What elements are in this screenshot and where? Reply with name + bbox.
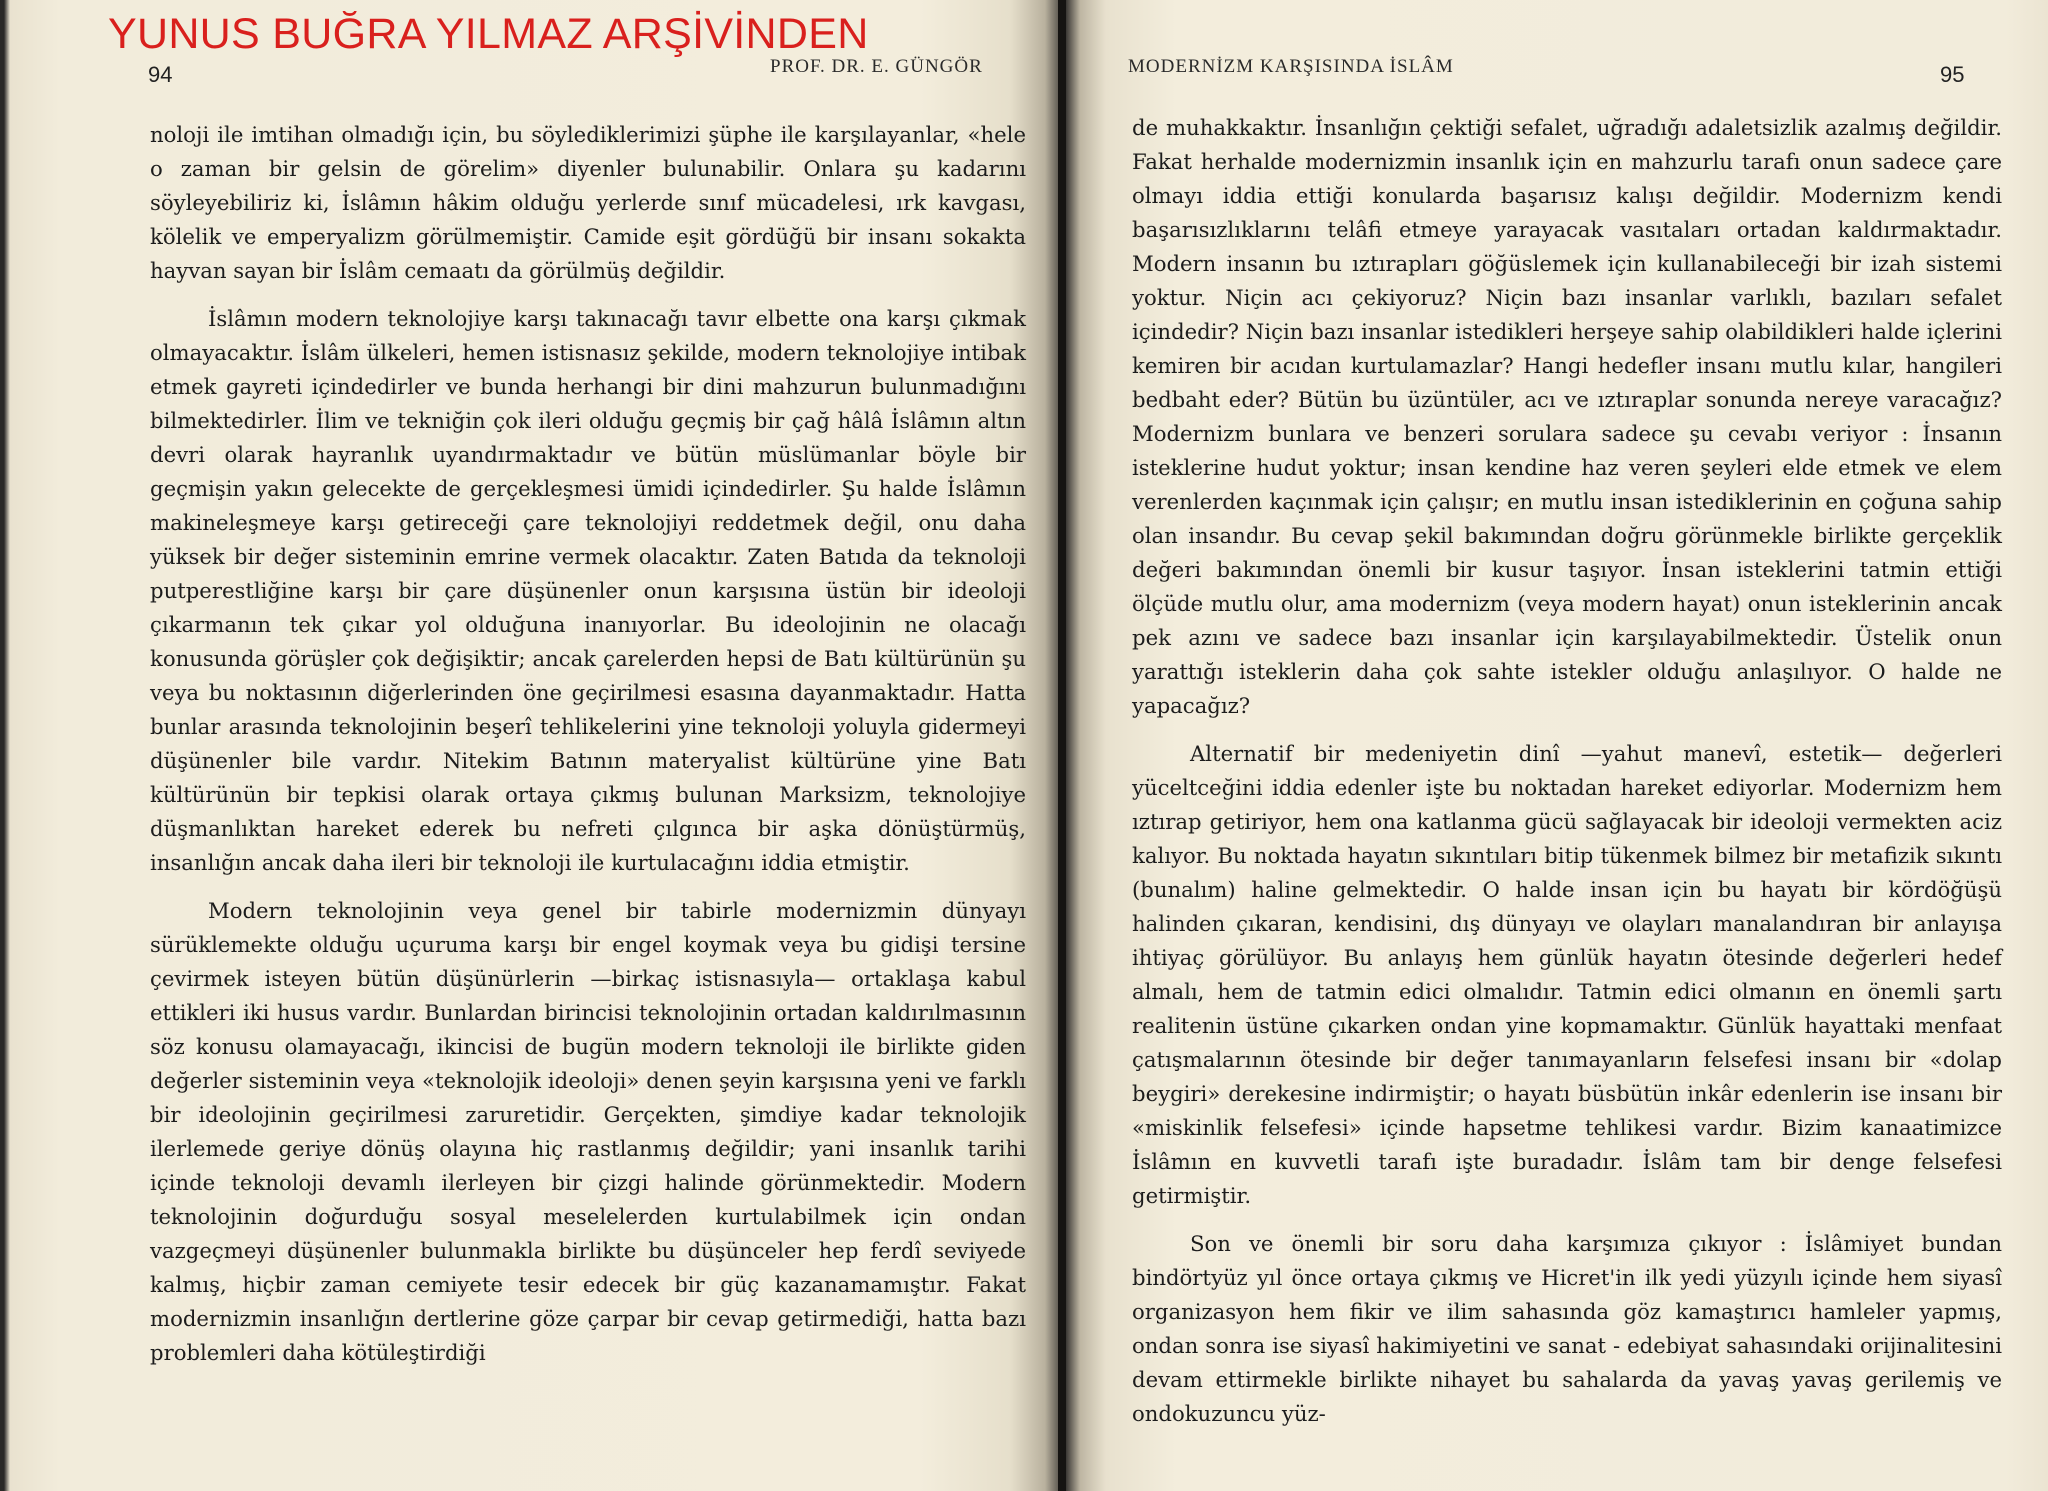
paragraph: de muhakkaktır. İnsanlığın çektiği sefalet, uğradığı adaletsizlik azalmış değildir. Fakat herhalde modernizmin insanlık için en mahzurlu tarafı onun sadece çare olmayı iddia ettiği konularda başarısız kalışı değildir. Modernizm kendi başarısızlıklarını telâfi etmeye yarayacak vasıtaları ortadan kaldırmaktadır. Modern insanın bu ıztırapları göğüslemek için kullanabileceği bir izah sistemi yoktur. Niçin acı çekiyoruz? Niçin bazı insanlar varlıklı, bazıları sefalet içindedir? Niçin bazı insanlar istedikleri herşeye sahip olabildikleri halde içlerini kemiren bir acıdan kurtulamazlar? Hangi hedefler insanı mutlu kılar, hangileri bedbaht eder? Bütün bu üzüntüler, acı ve ıztıraplar sonunda nereye varacağız? Modernizm bunlara ve benzeri sorulara sadece şu cevabı veriyor : İnsanın isteklerine hudut yoktur; insan kendine haz veren şeyleri elde etmek ve elem verenlerden kaçınmak için çalışır; en mutlu insan istediklerinin en çoğuna sahip olan insandır. Bu cevap şekil bakımından doğru görünmekle birlikte gerçeklik değeri bakımından önemli bir kusur taşıyor. İnsan isteklerini tatmin ettiği ölçüde mutlu olur, ama modernizm (veya modern hayat) onun isteklerinin ancak pek azını ve sadece bazı insanlar için karşılayabilmektedir. Üstelik onun yarattığı isteklerin daha çok sahte istekler olduğu anlaşılıyor. O halde ne yapacağız?: [1132, 115, 2002, 718]
paragraph: Son ve önemli bir soru daha karşımıza çıkıyor : İslâmiyet bundan bindörtyüz yıl önce ortaya çıkmış ve Hicret'in ilk yedi yüzyılı içinde hem siyasî organizasyon hem fikir ve ilim sahasında göz kamaştırıcı hamleler yapmış, ondan sonra ise siyasî hakimiyetini ve sanat - edebiyat sahasındaki orijinalitesini devam ettirmekle birlikte nihayet bu sahalarda da yavaş yavaş gerilemiş ve ondokuzuncu yüz-: [1132, 1231, 2002, 1426]
paragraph: Modern teknolojinin veya genel bir tabirle modernizmin dünyayı sürüklemekte olduğu uçuruma karşı bir engel koymak veya bu gidişi tersine çevirmek isteyen bütün düşünürlerin —birkaç istisnasıyla— ortaklaşa kabul ettikleri iki husus vardır. Bunlardan birincisi teknolojinin ortadan kaldırılmasının söz konusu olamayacağı, ikincisi de bugün modern teknoloji ile birlikte giden değerler sisteminin veya «teknolojik ideoloji» denen şeyin karşısına yeni ve farklı bir ideolojinin geçirilmesi zaruretidir. Gerçekten, şimdiye kadar teknolojik ilerlemede geriye dönüş olayına hiç rastlanmış değildir; yani insanlık tarihi içinde teknoloji devamlı ilerleyen bir çizgi halinde görünmektedir. Modern teknolojinin doğurduğu sosyal meselelerden kurtulabilmek için ondan vazgeçmeyi düşünenler bulunmakla birlikte bu düşünceler hep ferdî seviyede kalmış, hiçbir zaman cemiyete tesir edecek bir güç kazanamamıştır. Fakat modernizmin insanlığın dertlerine göze çarpar bir cevap getirmediği, hatta bazı problemleri daha kötüleştirdiği: [150, 898, 1026, 1365]
body-text: [1132, 111, 2002, 1431]
right-page: [1066, 0, 2048, 1491]
body-text: [150, 118, 1026, 1370]
paragraph: noloji ile imtihan olmadığı için, bu söylediklerimizi şüphe ile karşılayanlar, «hele o zaman bir gelsin de görelim» diyenler bulunabilir. Onlara şu kadarını söyleyebiliriz ki, İslâmın hâkim olduğu yerlerde sınıf mücadelesi, ırk kavgası, kölelik ve emperyalizm görülmemiştir. Camide eşit gördüğü bir insanı sokakta hayvan sayan bir İslâm cemaatı da görülmüş değildir.: [150, 122, 1026, 283]
page-number: 95: [1940, 62, 1965, 87]
running-head: MODERNİZM KARŞISINDA İSLÂM: [1128, 56, 1454, 77]
page-number: 94: [148, 62, 173, 87]
archive-watermark: YUNUS BUĞRA YILMAZ ARŞİVİNDEN: [108, 10, 869, 58]
paragraph: Alternatif bir medeniyetin dinî —yahut manevî, estetik— değerleri yüceltceğini iddia edenler işte bu noktadan hareket ediyorlar. Modernizm hem ıztırap getiriyor, hem ona katlanma gücü sağlayacak bir ideoloji vermekten aciz kalıyor. Bu noktada hayatın sıkıntıları bitip tükenmek bilmez bir metafizik sıkıntı (bunalım) haline gelmektedir. O halde insan için bu hayatı bir kördöğüşü halinden çıkaran, kendisini, dış dünyayı ve olayları manalandıran bir anlayışa ihtiyaç görülüyor. Bu anlayış hem günlük hayatın ötesinde değerleri hedef almalı, hem de tatmin edici olmalıdır. Tatmin edici olmanın en önemli şartı realitenin üstüne çıkarken ondan yine kopmamaktır. Günlük hayattaki menfaat çatışmalarının ötesinde bir değer tanımayanların felsefesi insanı bir «dolap beygiri» derekesine indirmiştir; o hayatı büsbütün inkâr edenlerin ise insanı bir «miskinlik felsefesi» içinde hapsetme tehlikesi vardır. Bizim kanaatimizce İslâmın en kuvvetli tarafı işte buradadır. İslâm tam bir denge felsefesi getirmiştir.: [1132, 741, 2002, 1208]
paragraph: İslâmın modern teknolojiye karşı takınacağı tavır elbette ona karşı çıkmak olmayacaktır. İslâm ülkeleri, hemen istisnasız şekilde, modern teknolojiye intibak etmek gayreti içindedirler ve bunda herhangi bir dini mahzurun bulunmadığını bilmektedirler. İlim ve tekniğin çok ileri olduğu geçmiş bir çağ hâlâ İslâmın altın devri olarak hayranlık uyandırmaktadır ve bütün müslümanlar böyle bir geçmişin yakın gelecekte de gerçekleşmesi ümidi içindedirler. Şu halde İslâmın makineleşmeye karşı getireceği çare teknolojiyi reddetmek değil, onu daha yüksek bir değer sisteminin emrine vermek olacaktır. Zaten Batıda da teknoloji putperestliğine karşı bir çare düşünenler onun karşısına üstün bir ideoloji çıkarmanın tek çıkar yol olduğuna inanıyorlar. Bu ideolojinin ne olacağı konusunda görüşler çok değişiktir; ancak çarelerden hepsi de Batı kültürünün şu veya bu noktasının diğerlerinden öne geçirilmesi esasına dayanmaktadır. Hatta bunlar arasında teknolojinin beşerî tehlikelerini yine teknoloji yoluyla gidermeyi düşünenler bile vardır. Nitekim Batının materyalist kültürüne yine Batı kültürünün bir tepkisi olarak ortaya çıkmış bulunan Marksizm, teknolojiye düşmanlıktan hareket ederek bu nefreti çılgınca bir aşka dönüştürmüş, insanlığın ancak daha ileri bir teknoloji ile kurtulacağını iddia etmiştir.: [150, 306, 1026, 875]
running-head: PROF. DR. E. GÜNGÖR: [770, 56, 983, 77]
